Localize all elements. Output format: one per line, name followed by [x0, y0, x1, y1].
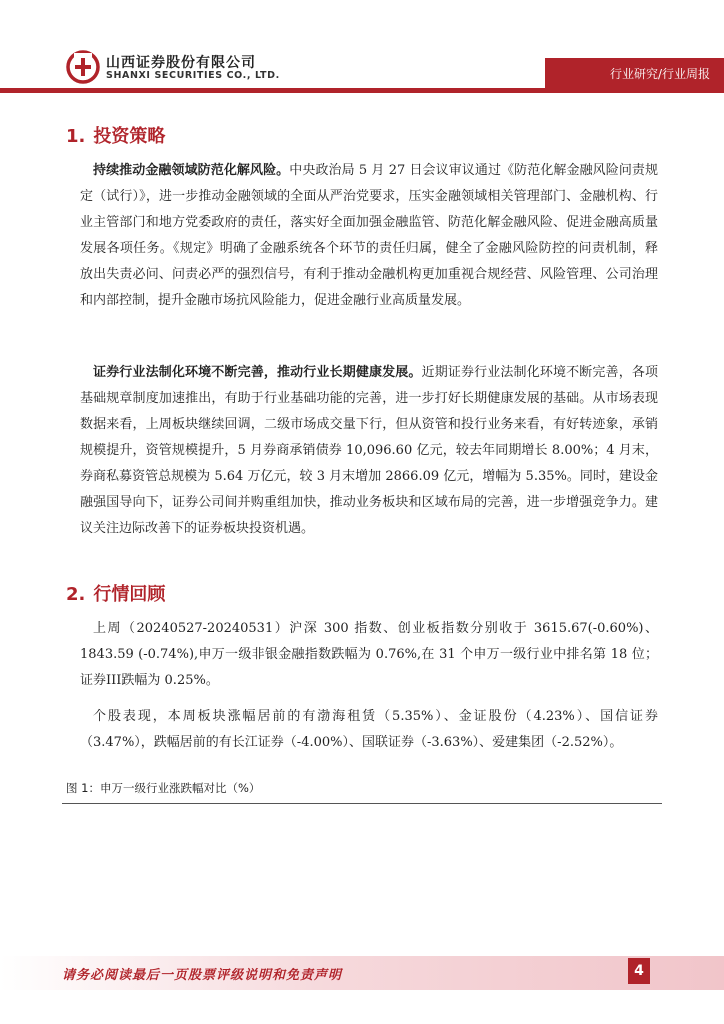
company-logo-icon — [66, 50, 100, 84]
section-title-investment-strategy — [66, 122, 165, 148]
header-divider — [0, 88, 724, 93]
company-name-cn: 山西证券股份有限公司 — [106, 55, 256, 71]
page-number: 4 — [628, 958, 650, 984]
paragraph — [80, 360, 658, 542]
section-heading: 投资策略 — [93, 126, 166, 147]
paragraph-lead: 证券行业法制化环境不断完善，推动行业长期健康发展。 — [93, 365, 422, 380]
paragraph-body: 中央政治局 5 月 27 日会议审议通过《防范化解金融风险问责规定（试行）》，进一步推动金融领域的全面从严治党要求，压实金融领域相关管理部门、金融机构、行业主管部门和地方党委政府的责任，落实好全面加强金融监管、防范化解金融风险、促进金融高质量发展各项任务。《规定》明确了金融系统各个环节的责任归属，健全了金融风险防控的问责机制，释放出失责必问、问责必严的强烈信号，有利于推动金融机构更加重视合规经营、风险管理、公司治理和内部控制，提升金融市场抗风险能力，促进金融行业高质量发展。 — [80, 163, 658, 308]
company-name-en: SHANXI SECURITIES CO., LTD. — [106, 70, 280, 81]
report-type-label: 行业研究/行业周报 — [609, 67, 710, 81]
paragraph — [80, 158, 658, 314]
section-heading: 行情回顾 — [93, 584, 166, 605]
footer-disclaimer: 请务必阅读最后一页股票评级说明和免责声明 — [62, 968, 343, 983]
figure-divider — [62, 803, 662, 804]
paragraph-body: 上周（20240527-20240531）沪深 300 指数、创业板指数分别收于 3615.67(-0.60%)、1843.59 (-0.74%),申万一级非银金融指数跌幅为 0.76%,在 31 个申万一级行业中排名第 18 位；证券III跌幅为 0.25%。 — [80, 621, 658, 688]
report-type-band — [545, 58, 724, 88]
paragraph-body: 近期证券行业法制化环境不断完善，各项基础规章制度加速推出，有助于行业基础功能的完善，进一步打好长期健康发展的基础。从市场表现数据来看，上周板块继续回调，二级市场成交量下行，但从资管和投行业务来看，有好转迹象，承销规模提升，资管规模提升，5 月券商承销债券 10,096.60 亿元，较去年同期增长 8.00%；4 月末，券商私募资管总规模为 5.64 万亿元，较 3 月末增加 2866.09 亿元，增幅为 5.35%。同时，建设金融强国导向下，证券公司间并购重组加快，推动业务板块和区域布局的完善，进一步增强竞争力。建议关注边际改善下的证券板块投资机遇。 — [80, 365, 658, 536]
section-number: 2. — [66, 584, 86, 605]
figure-caption: 图 1：申万一级行业涨跌幅对比（%） — [66, 781, 261, 795]
paragraph-lead: 持续推动金融领域防范化解风险。 — [93, 163, 290, 178]
page-header — [0, 0, 724, 95]
section-number: 1. — [66, 126, 86, 147]
paragraph-body: 个股表现，本周板块涨幅居前的有渤海租赁（5.35%）、金证股份（4.23%）、国信证券（3.47%），跌幅居前的有长江证券（-4.00%）、国联证券（-3.63%）、爱建集团（-2.52%）。 — [80, 709, 658, 750]
paragraph — [80, 704, 658, 756]
paragraph — [80, 616, 658, 694]
section-title-market-review — [66, 580, 165, 606]
